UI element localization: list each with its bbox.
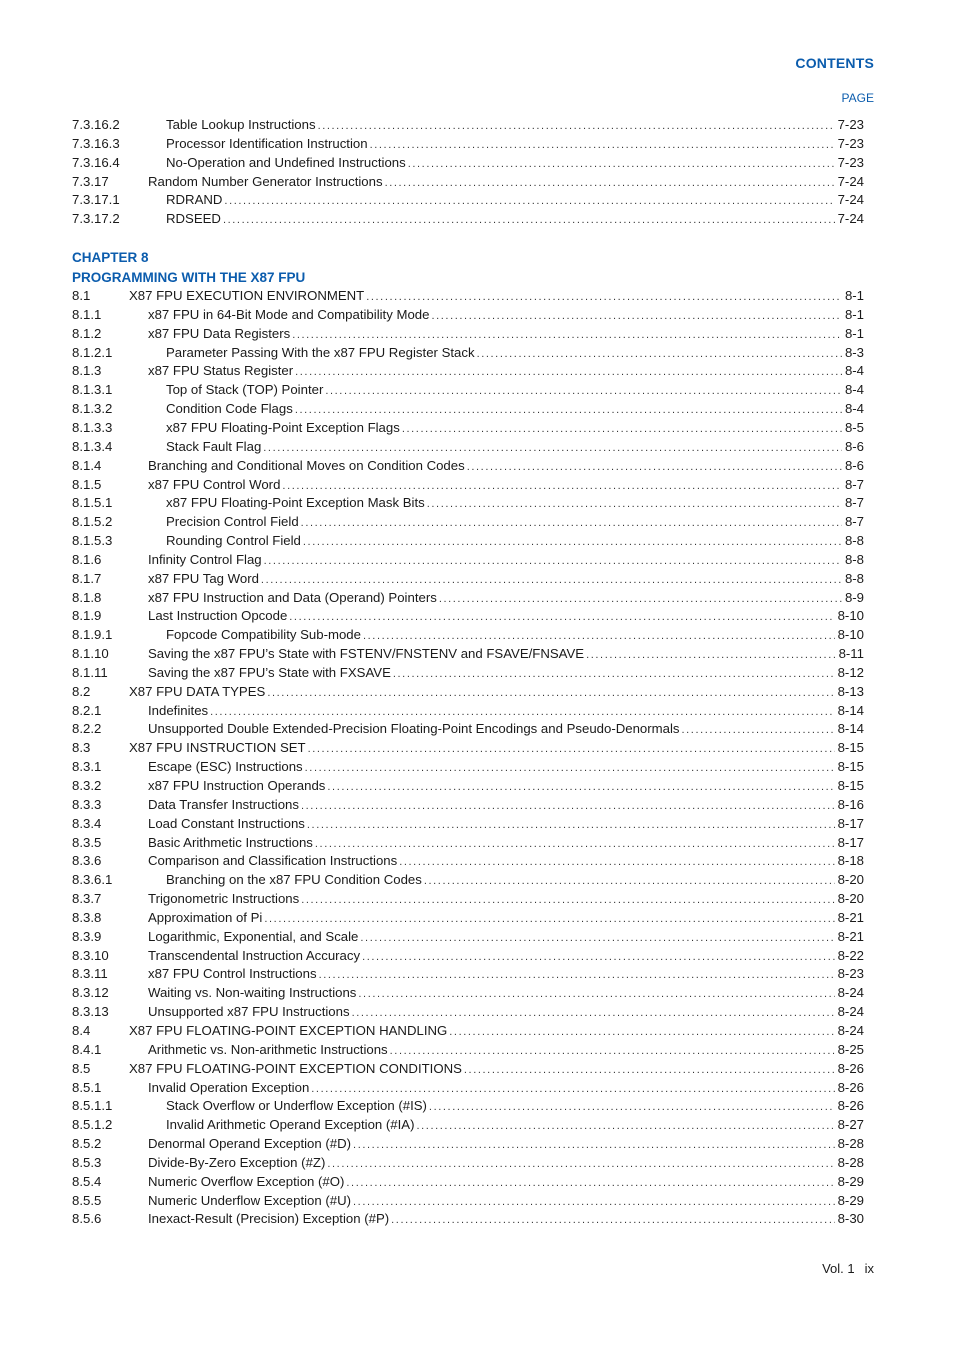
toc-entry-title[interactable]: x87 FPU Control Instructions — [148, 966, 317, 982]
toc-entry[interactable] — [72, 135, 864, 154]
toc-entry-number: 8.1.5.2 — [72, 514, 113, 530]
toc-entry-number: 8.1.3 — [72, 363, 102, 379]
toc-entry-title[interactable]: x87 FPU Tag Word — [148, 570, 259, 586]
toc-entry[interactable] — [72, 965, 864, 984]
dot-leader — [301, 797, 835, 816]
toc-entry[interactable] — [72, 513, 864, 532]
toc-entry-title[interactable]: Stack Overflow or Underflow Exception (#IS) — [166, 1098, 427, 1114]
toc-entry-title[interactable]: Invalid Operation Exception — [148, 1079, 310, 1095]
toc-entry-title[interactable]: Stack Fault Flag — [166, 438, 262, 454]
toc-entry[interactable] — [72, 154, 864, 173]
toc-entry-page[interactable]: 8-25 — [837, 1041, 864, 1057]
table-of-contents — [72, 116, 864, 1229]
toc-entry[interactable] — [72, 1060, 864, 1079]
toc-entry[interactable] — [72, 720, 864, 739]
toc-entry-title[interactable]: Random Number Generator Instructions — [148, 173, 383, 189]
toc-entry-title[interactable]: RDSEED — [166, 211, 221, 227]
dot-leader — [303, 533, 842, 552]
toc-entry-number: 8.3.5 — [72, 834, 102, 850]
toc-entry-number: 8.5.4 — [72, 1173, 102, 1189]
toc-entry-title[interactable]: Escape (ESC) Instructions — [148, 759, 303, 775]
toc-entry-title[interactable]: Table Lookup Instructions — [166, 117, 316, 132]
dot-leader — [263, 439, 842, 458]
toc-entry-number: 7.3.17.1 — [72, 192, 120, 208]
dot-leader — [318, 117, 835, 136]
toc-entry-page[interactable]: 8-4 — [844, 363, 864, 379]
toc-entry-page[interactable]: 8-29 — [837, 1192, 864, 1208]
toc-entry-page[interactable]: 8-24 — [837, 985, 864, 1001]
toc-entry-page[interactable]: 8-1 — [844, 325, 864, 341]
toc-entry-page[interactable]: 8-14 — [837, 721, 864, 737]
toc-entry[interactable] — [72, 362, 864, 381]
toc-entry-title[interactable]: X87 FPU INSTRUCTION SET — [129, 740, 306, 756]
dot-leader — [360, 929, 834, 948]
dot-leader — [282, 477, 842, 496]
chapter-title[interactable]: PROGRAMMING WITH THE X87 FPU — [72, 269, 306, 285]
toc-entry[interactable] — [72, 551, 864, 570]
toc-entry-title[interactable]: X87 FPU EXECUTION ENVIRONMENT — [129, 288, 365, 304]
dot-leader — [393, 665, 835, 684]
toc-entry-title[interactable]: Arithmetic vs. Non-arithmetic Instructions — [148, 1041, 388, 1057]
toc-entry-number: 8.1.11 — [72, 664, 108, 680]
toc-entry-number: 7.3.17 — [72, 173, 109, 189]
toc-entry-number: 8.1.9.1 — [72, 627, 113, 643]
toc-entry-title[interactable]: X87 FPU DATA TYPES — [129, 683, 266, 699]
toc-entry-number: 8.3.11 — [72, 966, 108, 982]
page-footer — [822, 1261, 874, 1276]
toc-entry[interactable] — [72, 984, 864, 1003]
toc-entry-page[interactable]: 8-28 — [837, 1136, 864, 1152]
toc-entry-page[interactable]: 8-15 — [837, 759, 864, 775]
toc-entry-page[interactable]: 8-10 — [837, 608, 864, 624]
dot-leader — [586, 646, 836, 665]
toc-entry-number: 8.3.1 — [72, 759, 102, 775]
toc-entry-number: 8.5.1.1 — [72, 1098, 113, 1114]
toc-entry-page[interactable]: 7-23 — [837, 135, 864, 151]
dot-leader — [370, 136, 835, 155]
dot-leader — [319, 966, 835, 985]
toc-entry-page[interactable]: 8-27 — [837, 1117, 864, 1133]
toc-entry-number: 8.3.12 — [72, 985, 109, 1001]
toc-entry-title[interactable]: Saving the x87 FPU’s State with FSTENV/FNSTENV and FSAVE/FNSAVE — [148, 646, 585, 662]
toc-entry-title[interactable]: No-Operation and Undefined Instructions — [166, 154, 406, 170]
toc-entry-page[interactable]: 8-9 — [844, 589, 864, 605]
dot-leader — [292, 326, 842, 345]
dot-leader — [315, 835, 835, 854]
dot-leader — [429, 1098, 835, 1117]
toc-entry-page[interactable]: 8-15 — [837, 740, 864, 756]
toc-entry-title[interactable]: Waiting vs. Non-waiting Instructions — [148, 985, 357, 1001]
dot-leader — [327, 1155, 834, 1174]
dot-leader — [301, 514, 842, 533]
chapter-label[interactable]: CHAPTER 8 — [72, 250, 149, 266]
toc-entry-page[interactable]: 8-10 — [837, 627, 864, 643]
toc-entry[interactable] — [72, 173, 864, 192]
toc-entry[interactable] — [72, 834, 864, 853]
toc-entry-title[interactable]: Comparison and Classification Instructions — [148, 853, 398, 869]
toc-entry-title[interactable]: x87 FPU Instruction and Data (Operand) Pointers — [148, 589, 437, 605]
toc-entry-number: 8.2.1 — [72, 702, 102, 718]
toc-entry-page[interactable]: 8-24 — [837, 1004, 864, 1020]
toc-entry-page[interactable]: 8-29 — [837, 1173, 864, 1189]
dot-leader — [477, 345, 842, 364]
toc-entry[interactable] — [72, 116, 864, 135]
toc-entry-title[interactable]: Rounding Control Field — [166, 533, 301, 549]
toc-entry[interactable] — [72, 815, 864, 834]
toc-entry-page[interactable]: 8-5 — [844, 419, 864, 435]
toc-entry-number: 8.5.1.2 — [72, 1117, 113, 1133]
toc-entry-title[interactable]: Numeric Overflow Exception (#O) — [148, 1173, 345, 1189]
toc-entry-title[interactable]: Trigonometric Instructions — [148, 891, 300, 907]
toc-entry-page[interactable]: 8-28 — [837, 1154, 864, 1170]
dot-leader — [301, 891, 834, 910]
toc-entry[interactable] — [72, 739, 864, 758]
toc-entry-title[interactable]: Numeric Underflow Exception (#U) — [148, 1192, 352, 1208]
toc-entry-title[interactable]: Approximation of Pi — [148, 909, 263, 925]
toc-entry-number: 8.3.6 — [72, 853, 102, 869]
toc-entry[interactable] — [72, 1097, 864, 1116]
section-gap — [72, 229, 864, 248]
toc-entry-number: 8.2.2 — [72, 721, 102, 737]
toc-entry-number: 8.2 — [72, 683, 91, 699]
toc-entry-title[interactable]: x87 FPU Control Word — [148, 476, 281, 492]
toc-entry-title[interactable]: Logarithmic, Exponential, and Scale — [148, 928, 359, 944]
toc-entry-page[interactable]: 8-4 — [844, 401, 864, 417]
toc-entry[interactable] — [72, 325, 864, 344]
toc-entry-title[interactable]: Divide-By-Zero Exception (#Z) — [148, 1154, 326, 1170]
toc-entry[interactable] — [72, 664, 864, 683]
toc-entry-page[interactable]: 8-15 — [837, 778, 864, 793]
toc-entry-number: 8.3 — [72, 740, 91, 756]
toc-entry-number: 8.1.8 — [72, 589, 102, 605]
dot-leader — [289, 608, 834, 627]
toc-entry-number: 8.1.1 — [72, 306, 102, 322]
toc-entry-title[interactable]: Last Instruction Opcode — [148, 608, 288, 624]
toc-entry-title[interactable]: Unsupported Double Extended-Precision Floating-Point Encodings and Pseudo-Denormals — [148, 721, 680, 737]
dot-leader — [391, 1211, 834, 1230]
toc-entry-title[interactable]: X87 FPU FLOATING-POINT EXCEPTION HANDLING — [129, 1022, 448, 1038]
toc-entry-page[interactable]: 7-23 — [837, 154, 864, 170]
toc-entry-page[interactable]: 8-13 — [837, 683, 864, 699]
toc-entry-page[interactable]: 8-7 — [844, 514, 864, 530]
toc-entry-number: 8.1.7 — [72, 570, 102, 586]
dot-leader — [353, 1193, 835, 1212]
toc-entry-page[interactable]: 8-8 — [844, 570, 864, 586]
toc-entry[interactable] — [72, 570, 864, 589]
toc-entry-title[interactable]: Top of Stack (TOP) Pointer — [166, 382, 324, 398]
toc-entry-page[interactable]: 7-24 — [837, 211, 864, 227]
toc-entry-number: 8.3.7 — [72, 891, 102, 907]
toc-entry-page[interactable]: 8-30 — [837, 1211, 864, 1227]
toc-entry[interactable] — [72, 1173, 864, 1192]
toc-entry-number: 8.1.3.1 — [72, 382, 113, 398]
toc-entry[interactable] — [72, 890, 864, 909]
toc-entry-title[interactable]: X87 FPU FLOATING-POINT EXCEPTION CONDITIONS — [129, 1060, 462, 1076]
toc-entry-number: 8.3.13 — [72, 1004, 109, 1020]
toc-entry[interactable] — [72, 306, 864, 325]
dot-leader — [416, 1117, 834, 1136]
dot-leader — [362, 948, 835, 967]
toc-entry-title[interactable]: Unsupported x87 FPU Instructions — [148, 1004, 350, 1020]
toc-entry-page[interactable]: 8-21 — [837, 928, 864, 944]
toc-entry[interactable] — [72, 494, 864, 513]
dot-leader — [358, 985, 834, 1004]
toc-entry-number: 8.1.9 — [72, 608, 102, 624]
toc-entry-number: 8.3.8 — [72, 909, 102, 925]
dot-leader — [224, 192, 834, 211]
toc-entry-number: 8.1.6 — [72, 551, 102, 567]
toc-entry[interactable] — [72, 947, 864, 966]
header-contents-label: CONTENTS — [795, 55, 874, 71]
toc-entry-number: 7.3.16.3 — [72, 135, 120, 151]
toc-entry-title[interactable]: Data Transfer Instructions — [148, 796, 299, 812]
footer-page-number: ix — [864, 1261, 874, 1276]
toc-entry-number: 8.3.6.1 — [72, 872, 113, 888]
toc-entry-title[interactable]: Transcendental Instruction Accuracy — [148, 947, 361, 963]
toc-entry-page[interactable]: 8-8 — [844, 551, 864, 567]
toc-entry-page[interactable]: 8-8 — [844, 533, 864, 549]
dot-leader — [681, 721, 834, 740]
dot-leader — [366, 288, 842, 307]
toc-entry[interactable] — [72, 438, 864, 457]
dot-leader — [210, 703, 834, 722]
toc-entry-title[interactable]: Inexact-Result (Precision) Exception (#P) — [148, 1211, 390, 1227]
toc-entry[interactable] — [72, 758, 864, 777]
toc-entry-title[interactable]: x87 FPU Instruction Operands — [148, 778, 326, 793]
dot-leader — [295, 363, 842, 382]
dot-leader — [352, 1004, 835, 1023]
toc-entry-title[interactable]: Denormal Operand Exception (#D) — [148, 1136, 352, 1152]
toc-entry-page[interactable]: 8-16 — [837, 796, 864, 812]
dot-leader — [295, 401, 842, 420]
toc-entry[interactable] — [72, 626, 864, 645]
toc-entry[interactable] — [72, 796, 864, 815]
dot-leader — [363, 627, 835, 646]
toc-entry[interactable] — [72, 400, 864, 419]
dot-leader — [399, 853, 834, 872]
toc-entry-page[interactable]: 8-14 — [837, 702, 864, 718]
toc-entry-page[interactable]: 8-11 — [838, 646, 864, 662]
toc-entry-number: 8.1.5.3 — [72, 533, 113, 549]
toc-entry-number: 8.1.2.1 — [72, 344, 113, 360]
toc-entry[interactable] — [72, 683, 864, 702]
dot-leader — [308, 740, 835, 759]
toc-entry-number: 8.3.3 — [72, 796, 102, 812]
toc-entry-page[interactable]: 8-7 — [844, 495, 864, 511]
toc-entry-page[interactable]: 8-17 — [837, 815, 864, 831]
dot-leader — [431, 307, 841, 326]
toc-entry-title[interactable]: Infinity Control Flag — [148, 551, 262, 567]
dot-leader — [264, 910, 834, 929]
dot-leader — [467, 458, 842, 477]
dot-leader — [261, 571, 842, 590]
dot-leader — [223, 211, 835, 230]
toc-entry-number: 8.5.1 — [72, 1079, 102, 1095]
toc-entry[interactable] — [72, 1116, 864, 1135]
toc-entry-page[interactable]: 8-26 — [837, 1079, 864, 1095]
dot-leader — [449, 1023, 834, 1042]
dot-leader — [305, 759, 835, 778]
dot-leader — [385, 174, 835, 193]
toc-entry[interactable] — [72, 589, 864, 608]
toc-entry[interactable] — [72, 419, 864, 438]
toc-entry-page[interactable]: 8-1 — [844, 288, 864, 304]
toc-entry[interactable] — [72, 476, 864, 495]
dot-leader — [464, 1061, 835, 1080]
toc-entry[interactable] — [72, 191, 864, 210]
dot-leader — [408, 155, 835, 174]
dot-leader — [327, 778, 834, 797]
toc-entry-title[interactable]: Invalid Arithmetic Operand Exception (#IA) — [166, 1117, 415, 1133]
toc-entry-title[interactable]: Precision Control Field — [166, 514, 299, 530]
toc-entry-title[interactable]: Branching on the x87 FPU Condition Codes — [166, 872, 422, 888]
dot-leader — [439, 590, 842, 609]
toc-entry[interactable] — [72, 381, 864, 400]
toc-entry-page[interactable]: 7-24 — [837, 173, 864, 189]
toc-entry-page[interactable]: 8-26 — [837, 1098, 864, 1114]
toc-entry-title[interactable]: Fopcode Compatibility Sub-mode — [166, 627, 361, 643]
toc-entry-title[interactable]: x87 FPU Status Register — [148, 363, 294, 379]
toc-top-section — [72, 116, 864, 229]
toc-entry-title[interactable]: RDRAND — [166, 192, 223, 208]
toc-entry[interactable] — [72, 287, 864, 306]
header-page-label: PAGE — [841, 91, 874, 105]
toc-entry[interactable] — [72, 777, 864, 796]
dot-leader — [346, 1174, 834, 1193]
toc-entry-number: 8.5 — [72, 1060, 91, 1076]
toc-entry-number: 8.1.4 — [72, 457, 102, 473]
toc-entry-number: 8.5.6 — [72, 1211, 102, 1227]
toc-entry-number: 8.1.2 — [72, 325, 102, 341]
toc-entry-page[interactable]: 8-12 — [837, 664, 864, 680]
toc-entry-page[interactable]: 8-6 — [844, 457, 864, 473]
toc-entry-page[interactable]: 8-26 — [837, 1060, 864, 1076]
toc-entry[interactable] — [72, 1135, 864, 1154]
toc-entry-page[interactable]: 8-18 — [837, 853, 864, 869]
toc-entry[interactable] — [72, 532, 864, 551]
dot-leader — [424, 872, 835, 891]
toc-entry-page[interactable]: 8-6 — [844, 438, 864, 454]
toc-entry[interactable] — [72, 1079, 864, 1098]
toc-entry-title[interactable]: Indefinites — [148, 702, 209, 718]
toc-entry-number: 8.1.3.4 — [72, 438, 113, 454]
toc-entry-number: 8.3.4 — [72, 815, 102, 831]
dot-leader — [307, 816, 835, 835]
toc-entry-title[interactable]: Basic Arithmetic Instructions — [148, 834, 313, 850]
toc-entry-number: 8.5.5 — [72, 1192, 102, 1208]
toc-entry-number: 8.1 — [72, 288, 91, 304]
toc-entry-title[interactable]: x87 FPU Data Registers — [148, 325, 291, 341]
toc-entry-number: 7.3.16.4 — [72, 154, 120, 170]
toc-chapter-section — [72, 287, 864, 1229]
footer-volume: Vol. 1 — [822, 1261, 855, 1276]
toc-entry[interactable] — [72, 1022, 864, 1041]
dot-leader — [267, 684, 834, 703]
toc-entry-title[interactable]: Saving the x87 FPU’s State with FXSAVE — [148, 664, 391, 680]
toc-entry-title[interactable]: x87 FPU in 64-Bit Mode and Compatibility Mode — [148, 306, 430, 322]
toc-entry[interactable] — [72, 928, 864, 947]
toc-entry[interactable] — [72, 702, 864, 721]
toc-entry-title[interactable]: x87 FPU Floating-Point Exception Flags — [166, 419, 400, 435]
toc-entry-page[interactable]: 8-20 — [837, 872, 864, 888]
toc-entry[interactable] — [72, 1210, 864, 1229]
toc-entry-number: 7.3.16.2 — [72, 117, 120, 132]
toc-entry-number: 8.1.10 — [72, 646, 109, 662]
dot-leader — [427, 495, 842, 514]
toc-entry-number: 8.5.3 — [72, 1154, 102, 1170]
toc-entry-page[interactable]: 7-24 — [837, 192, 864, 208]
toc-entry[interactable] — [72, 210, 864, 229]
toc-entry-page[interactable]: 8-21 — [837, 909, 864, 925]
toc-entry[interactable] — [72, 852, 864, 871]
toc-entry-number: 8.1.3.3 — [72, 419, 113, 435]
toc-entry-page[interactable]: 8-17 — [837, 834, 864, 850]
toc-entry-title[interactable]: Parameter Passing With the x87 FPU Register Stack — [166, 344, 475, 360]
dot-leader — [353, 1136, 835, 1155]
toc-entry[interactable] — [72, 645, 864, 664]
toc-entry[interactable] — [72, 344, 864, 363]
toc-entry-page[interactable]: 7-23 — [837, 117, 864, 132]
toc-entry-title[interactable]: x87 FPU Floating-Point Exception Mask Bits — [166, 495, 425, 511]
toc-entry[interactable] — [72, 909, 864, 928]
toc-entry-number: 8.4.1 — [72, 1041, 102, 1057]
toc-entry-page[interactable]: 8-23 — [837, 966, 864, 982]
toc-entry[interactable] — [72, 607, 864, 626]
toc-entry-number: 8.5.2 — [72, 1136, 102, 1152]
toc-entry-number: 8.3.10 — [72, 947, 109, 963]
toc-entry-title[interactable]: Branching and Conditional Moves on Condition Codes — [148, 457, 465, 473]
toc-entry-title[interactable]: Condition Code Flags — [166, 401, 293, 417]
toc-entry-page[interactable]: 8-4 — [844, 382, 864, 398]
dot-leader — [264, 552, 842, 571]
toc-entry-number: 8.1.5 — [72, 476, 102, 492]
dot-leader — [402, 420, 842, 439]
toc-entry-number: 7.3.17.2 — [72, 211, 120, 227]
toc-entry-title[interactable]: Processor Identification Instruction — [166, 135, 368, 151]
toc-entry[interactable] — [72, 1154, 864, 1173]
toc-entry-page[interactable]: 8-3 — [844, 344, 864, 360]
toc-entry-page[interactable]: 8-22 — [837, 947, 864, 963]
toc-entry[interactable] — [72, 1041, 864, 1060]
toc-entry-number: 8.3.9 — [72, 928, 102, 944]
toc-entry[interactable] — [72, 871, 864, 890]
toc-entry-number: 8.3.2 — [72, 778, 102, 793]
toc-entry-number: 8.4 — [72, 1022, 91, 1038]
toc-entry-number: 8.1.3.2 — [72, 401, 113, 417]
dot-leader — [390, 1042, 835, 1061]
dot-leader — [311, 1080, 834, 1099]
toc-entry-page[interactable]: 8-20 — [837, 891, 864, 907]
toc-entry-page[interactable]: 8-1 — [844, 306, 864, 322]
toc-entry-number: 8.1.5.1 — [72, 495, 113, 511]
toc-entry[interactable] — [72, 457, 864, 476]
toc-entry-page[interactable]: 8-7 — [844, 476, 864, 492]
toc-entry-page[interactable]: 8-24 — [837, 1022, 864, 1038]
dot-leader — [325, 382, 842, 401]
toc-entry-title[interactable]: Load Constant Instructions — [148, 815, 305, 831]
toc-entry[interactable] — [72, 1003, 864, 1022]
toc-entry[interactable] — [72, 1192, 864, 1211]
